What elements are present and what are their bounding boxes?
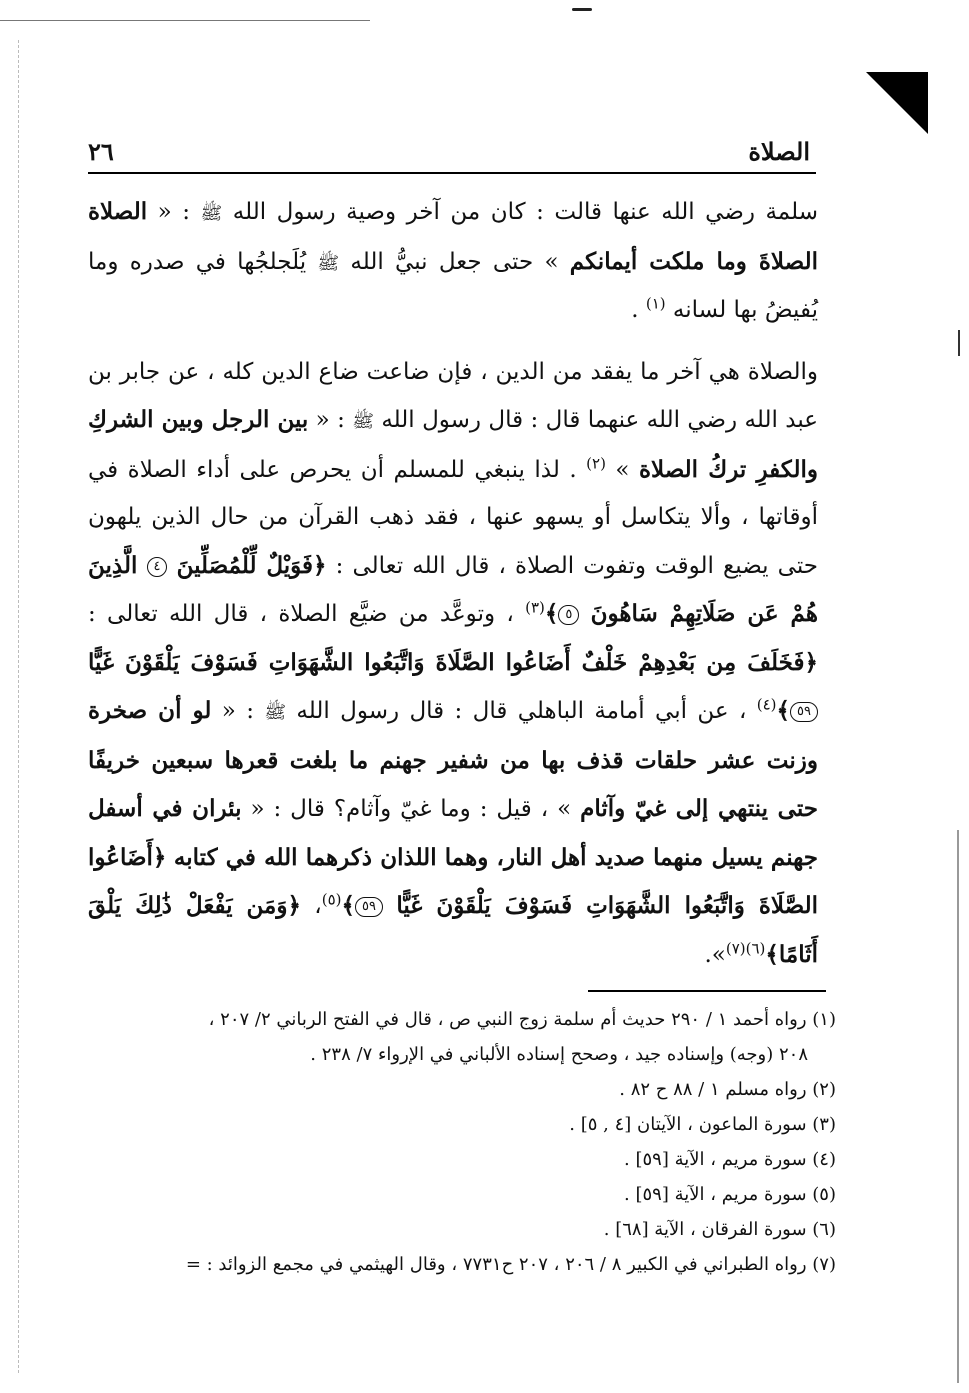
footnote-ref[interactable]: (٦)(٧) — [725, 938, 766, 957]
footnote-item: (٤) سورة مريم ، الآية [٥٩] . — [624, 1149, 836, 1170]
footnote-ref[interactable]: (١) — [645, 294, 666, 313]
footnote-item-continuation: ٢٠٨ (وجه) وإسناده جيد ، وصحح إسناده الألباني في الإرواء ٧/ ٢٣٨ . — [310, 1044, 808, 1065]
chapter-title: الصلاة — [748, 137, 810, 166]
text-run: : « — [211, 698, 265, 724]
scan-top-rule — [0, 20, 370, 21]
hadith-quote: بئران في أسفل جهنم يسيل منهما صديد أهل النار، وهما اللذان ذكرهما الله في كتابه — [88, 795, 818, 871]
text-run: : « — [308, 407, 353, 433]
hadith-quote: لو أن صخرة وزنت عشر حلقات قذف بها من شفير جهنم ما بلغت قعرها سبعين خريفًا حتى ينتهي إلى غيّ وآثام — [88, 697, 819, 822]
scan-right-edge — [957, 830, 959, 1383]
text-run: ». — [704, 941, 726, 968]
footnote-ref[interactable]: (٢) — [586, 453, 606, 472]
salla-glyph: ﷺ — [352, 411, 374, 432]
salla-glyph: ﷺ — [200, 203, 223, 224]
footnote-item: (٥) سورة مريم ، الآية [٥٩] . — [624, 1184, 836, 1205]
salla-glyph: ﷺ — [317, 252, 340, 274]
quran-verse: ﴿فَوَيْلٌ لِّلْمُصَلِّينَ — [176, 551, 327, 579]
page-header — [88, 122, 810, 166]
footnote-item: (٢) رواه مسلم ١ / ٨٨ ح ٨٢ . — [619, 1079, 836, 1100]
corner-triangle-mark — [866, 72, 928, 134]
text-run: ، عن أبي أمامة الباهلي قال : قال رسول الله — [286, 698, 757, 724]
hadith-quote: بين الرجل وبين الشركِ والكفرِ تركُ الصلاة — [88, 406, 819, 483]
quran-verse-close: ﴾ — [341, 892, 355, 919]
text-run: » حتى جعل نبيُّ الله — [339, 248, 570, 275]
footnote-ref[interactable]: (٣) — [525, 598, 545, 617]
footnote-item: (٦) سورة الفرقان ، الآية [٦٨] . — [603, 1219, 836, 1240]
main-text — [88, 188, 818, 979]
ayah-number: ٥ — [558, 605, 579, 625]
footnote-item: (٧) رواه الطبراني في الكبير ٨ / ٢٠٦ ، ٢٠٧ ح٧٧٣١ ، وقال الهيثمي في مجمع الزوائد : = — [185, 1254, 836, 1275]
paragraph-2 — [88, 349, 818, 980]
text-run: سلمة رضي الله عنها قالت : كان من آخر وصية رسول الله — [222, 199, 818, 225]
ayah-number: ٥٩ — [355, 897, 383, 917]
ayah-number: ٥٩ — [790, 702, 818, 722]
footnote-separator — [588, 990, 826, 992]
salla-glyph: ﷺ — [264, 702, 287, 723]
text-run: » — [605, 456, 639, 483]
text-run: والصلاة هي آخر ما يفقد من الدين ، فإن ضاعت ضاع الدين كله ، عن جابر بن عبد الله رضي الله عنهما قال : قال رسول الله — [88, 358, 818, 433]
footnote-ref[interactable]: (٤) — [756, 695, 777, 714]
text-run: » ، قيل : وما غيّ وآثام؟ قال : « — [241, 796, 581, 822]
quran-verse: ﴿وَمَن يَفْعَلْ ذَٰلِكَ يَلْقَ أَثَامًا﴾ — [88, 892, 818, 968]
paragraph-1 — [88, 188, 818, 335]
scan-edge-tick — [958, 330, 960, 356]
text-run: . — [631, 297, 646, 323]
footnotes — [88, 1002, 836, 1282]
quran-verse-close: ﴾ — [544, 600, 559, 627]
quran-verse: ﴿فَخَلَفَ مِن بَعْدِهِمْ خَلْفٌ أَضَاعُوا الصَّلَاةَ وَاتَّبَعُوا الشَّهَوَاتِ فَسَوْفَ يَلْقَوْنَ غَيًّا — [88, 648, 818, 676]
footnote-item: (١) رواه أحمد ١ / ٢٩٠ حديث أم سلمة زوج النبي ص ، قال في الفتح الرباني ٢/ ٢٠٧ ، — [208, 1009, 836, 1030]
page-number: ٢٦ — [88, 137, 114, 166]
header-rule — [88, 172, 816, 174]
hadith-quote: الصلاة الصلاةَ وما ملكت أيمانكم — [88, 198, 818, 275]
footnote-ref[interactable]: (٥) — [321, 890, 342, 909]
text-run: ، — [300, 893, 322, 919]
scan-left-edge — [18, 40, 19, 1373]
footnote-item: (٣) سورة الماعون ، الآيتان [٤ , ٥] . — [569, 1114, 836, 1135]
quran-verse: الَّذِينَ هُمْ عَن صَلَاتِهِمْ سَاهُونَ — [88, 551, 818, 627]
text-run: ، وتوعَّد من ضيَّع الصلاة ، قال الله تعالى : — [88, 601, 526, 627]
text-run: . لذا ينبغي للمسلم أن يحرص على أداء الصلاة في أوقاتها ، وألا يتكاسل أو يسهو عنها ، فقد ذهب القرآن من حال الذين يلهون حتى يضيع الوقت وتفوت الصلاة ، قال الله تعالى : — [88, 456, 818, 579]
quran-verse-close: ﴾ — [776, 697, 791, 724]
text-run: يُلَجلجُها في صدره وما يُفيضُ بها لسانه — [88, 248, 818, 323]
scan-top-mark — [572, 8, 592, 11]
ayah-number: ٤ — [147, 557, 168, 577]
text-run: : « — [147, 199, 201, 225]
quran-verse: ﴿أَضَاعُوا الصَّلَاةَ وَاتَّبَعُوا الشَّهَوَاتِ فَسَوْفَ يَلْقَوْنَ غَيًّا — [88, 843, 818, 919]
